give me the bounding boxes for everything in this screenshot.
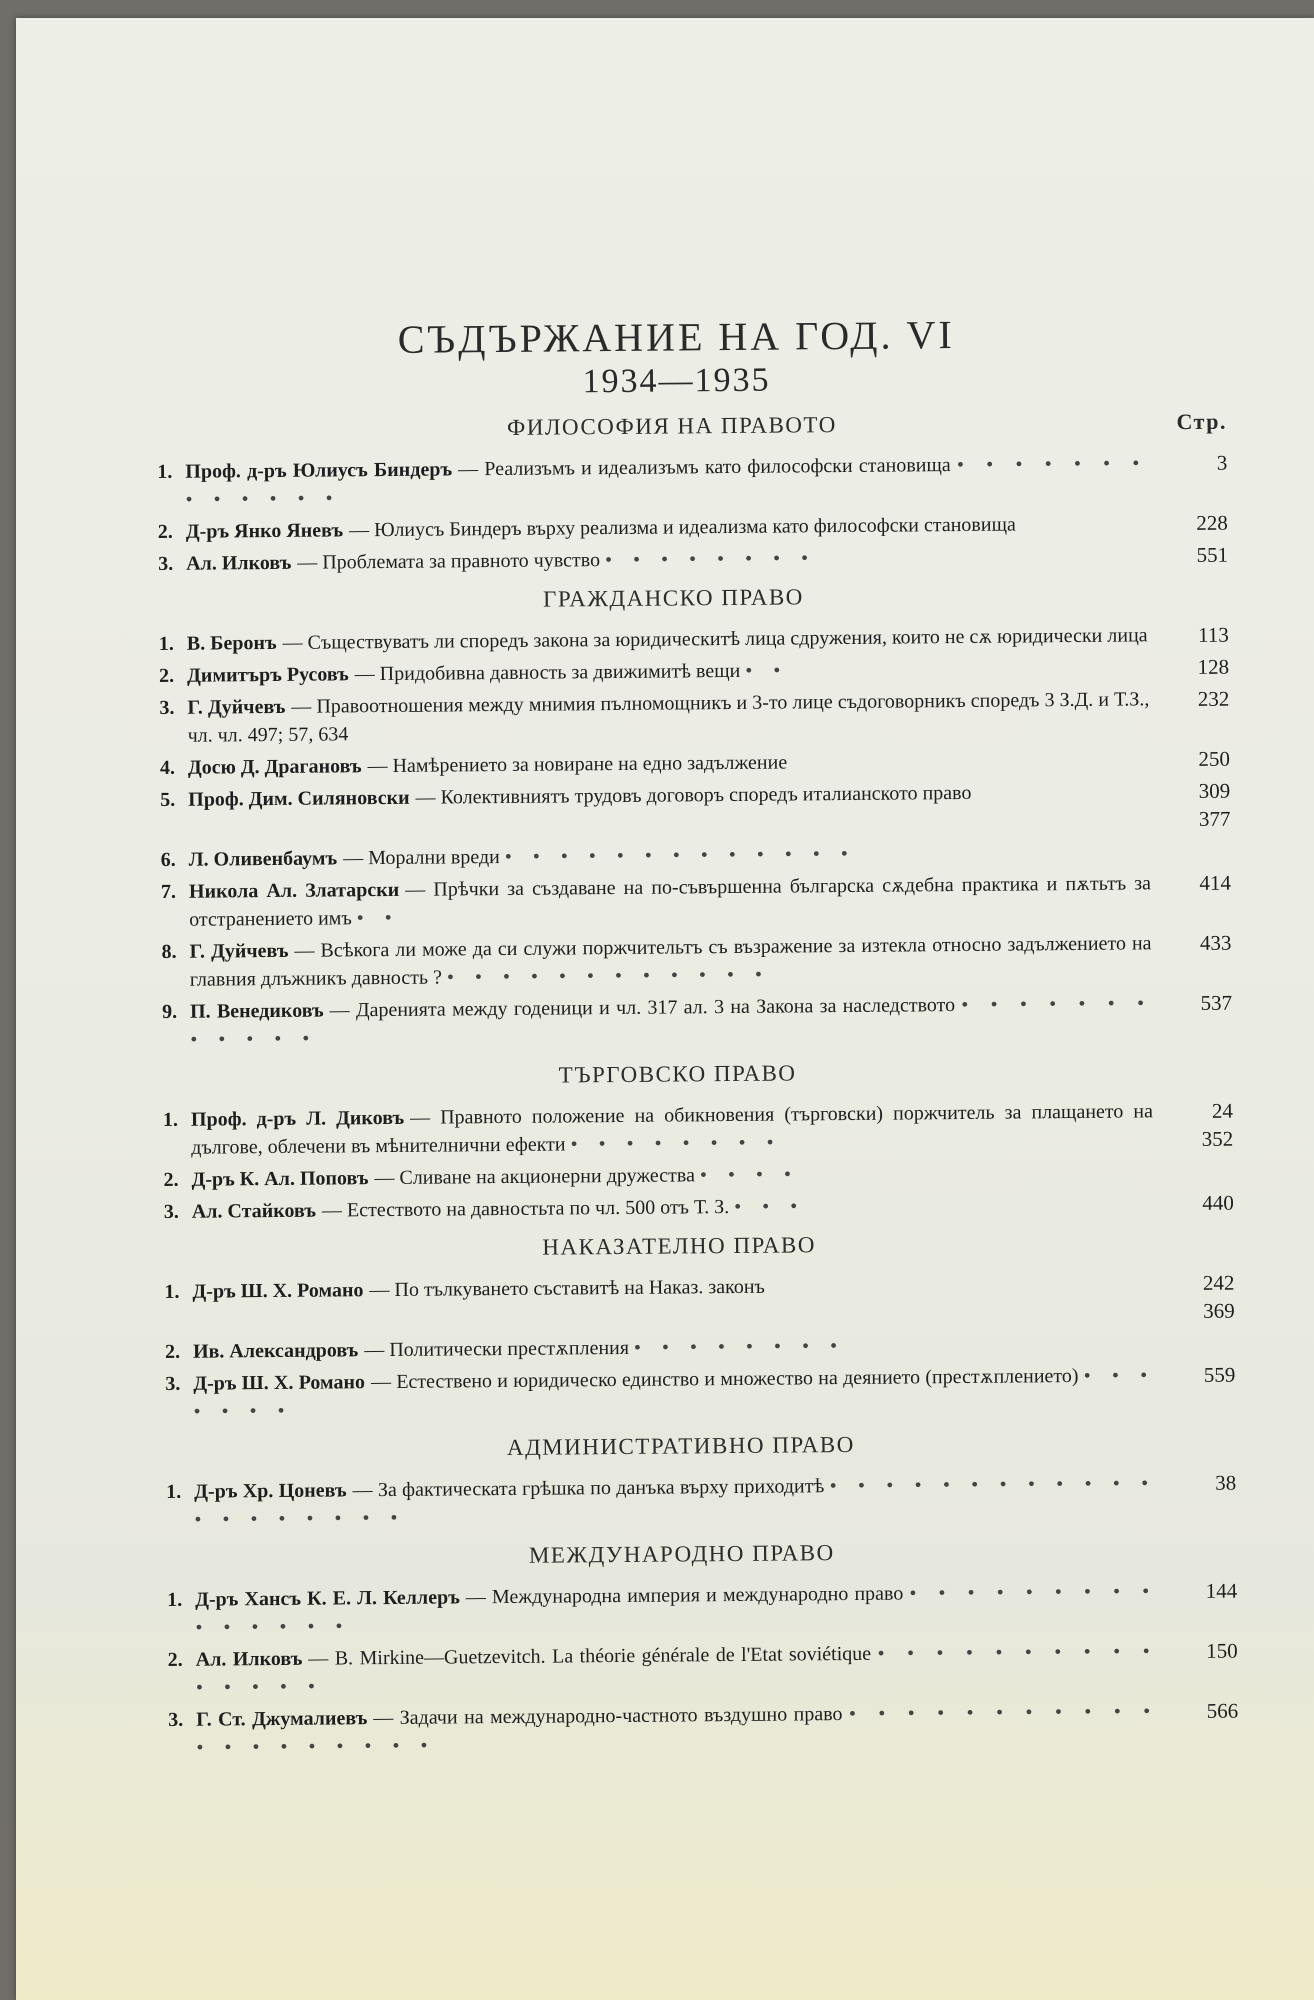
entry-author: В. Беронъ bbox=[186, 631, 277, 655]
entry-pages bbox=[1169, 621, 1229, 650]
entry-number: 2. bbox=[157, 520, 173, 543]
toc-section bbox=[163, 1055, 1234, 1226]
entry-pages bbox=[1177, 1577, 1237, 1606]
entry-author: Ив. Александровъ bbox=[192, 1339, 359, 1363]
entry-number: 6. bbox=[160, 848, 176, 871]
entry-body bbox=[191, 1157, 1173, 1194]
page-number: 250 bbox=[1198, 746, 1230, 771]
entry-body bbox=[189, 837, 1171, 874]
leader-dots: • • bbox=[745, 659, 789, 682]
page-number: 113 bbox=[1197, 622, 1229, 647]
entry-body bbox=[196, 1697, 1178, 1762]
entry-author: Никола Ал. Златарски bbox=[188, 878, 400, 903]
entry-pages bbox=[1175, 1361, 1235, 1390]
entry-number: 2. bbox=[163, 1168, 179, 1191]
entry-title: — Всѣкога ли може да си служи поржчительтъ съ възражение за изтекла относно задължението на главния длъжникъ давность ? bbox=[189, 932, 1152, 991]
entry-title: — Проблемата за правното чувство bbox=[297, 549, 601, 574]
entry-title: — Колективниятъ трудовъ договоръ споредъ италианското право bbox=[415, 781, 972, 809]
leader-dots: • • • • • • • • bbox=[633, 1335, 846, 1359]
toc-entry bbox=[168, 1637, 1238, 1702]
page-number: 242 bbox=[1202, 1270, 1235, 1295]
entry-number: 2. bbox=[159, 664, 175, 687]
entry-pages bbox=[1174, 1189, 1234, 1218]
page-number: 232 bbox=[1197, 686, 1230, 711]
entry-pages bbox=[1172, 989, 1232, 1018]
entry-body bbox=[189, 929, 1171, 994]
page-number: 414 bbox=[1199, 870, 1232, 895]
leader-dots: • • • • bbox=[699, 1163, 800, 1187]
entry-author: Д-ръ Хансъ К. Е. Л. Келлеръ bbox=[195, 1586, 460, 1611]
toc-entry bbox=[159, 685, 1229, 750]
entry-author: Г. Дуйчевъ bbox=[187, 695, 286, 719]
leader-dots: • • • • • • • • • • • • • • • • • • • • bbox=[196, 1700, 1159, 1759]
book-page bbox=[16, 18, 1314, 2000]
entry-title: — Прѣчки за създаване на по-съвършенна българска сѫдебна практика и пѫтьтъ за отстранението имъ bbox=[189, 872, 1152, 931]
page-number: 352 bbox=[1201, 1126, 1234, 1151]
leader-dots: • • • • • • • • • • • • bbox=[190, 992, 1153, 1051]
entry-number: 1. bbox=[158, 632, 174, 655]
leader-dots: • • • • • • • • • • • • • • • bbox=[195, 1580, 1158, 1639]
entry-author: Досю Д. Драгановъ bbox=[187, 755, 362, 779]
toc-entry bbox=[158, 541, 1228, 578]
entry-number: 3. bbox=[158, 552, 174, 575]
entry-author: Д-ръ Янко Яневъ bbox=[185, 519, 344, 543]
entry-title: — Даренията между годеници и чл. 317 ал. 3 на Закона за наследството bbox=[329, 994, 956, 1022]
entry-number: 3. bbox=[159, 696, 175, 719]
entry-author: Л. Оливенбаумъ bbox=[188, 847, 338, 871]
page-number: 38 bbox=[1215, 1470, 1237, 1495]
entry-body bbox=[190, 989, 1172, 1054]
entry-body bbox=[194, 1469, 1176, 1534]
entry-author: Д-ръ К. Ал. Поповъ bbox=[191, 1167, 369, 1191]
entry-author: Д-ръ Ш. Х. Романо bbox=[193, 1371, 366, 1395]
toc-entry bbox=[160, 745, 1230, 782]
entry-author: Г. Дуйчевъ bbox=[189, 939, 289, 963]
sections-container bbox=[157, 407, 1239, 1762]
entry-number: 3. bbox=[168, 1708, 184, 1731]
entry-body bbox=[189, 869, 1171, 934]
toc-entry bbox=[164, 1269, 1234, 1334]
section-heading: МЕЖДУНАРОДНО ПРАВО bbox=[528, 1540, 835, 1568]
toc-entry bbox=[157, 449, 1227, 514]
entry-author: Д-ръ Хр. Цоневъ bbox=[194, 1479, 347, 1503]
section-heading: ФИЛОСОФИЯ НА ПРАВОТО Стр. bbox=[506, 408, 1228, 440]
leader-dots: • • • • • • • • bbox=[604, 547, 817, 572]
entry-number: 3. bbox=[163, 1200, 179, 1223]
entry-number: 3. bbox=[165, 1372, 181, 1395]
entry-title: — Политически престѫпления bbox=[364, 1336, 630, 1362]
entry-title: — B. Mirkine—Guetzevitch. La théorie générale de l'Etat soviétique bbox=[308, 1642, 872, 1670]
leader-dots: • • • • • • • • • • • • • • • bbox=[195, 1640, 1158, 1699]
entry-body bbox=[196, 1637, 1178, 1702]
entry-pages bbox=[1168, 541, 1228, 570]
toc-entry bbox=[160, 777, 1230, 842]
entry-author: Проф. д-ръ Л. Диковъ bbox=[190, 1106, 405, 1131]
entry-number: 4. bbox=[159, 756, 176, 779]
entry-pages bbox=[1171, 929, 1231, 958]
leader-dots: • • • • • • • • • • • • • bbox=[185, 452, 1148, 511]
leader-dots: • • • • • • • • • • • • bbox=[446, 963, 771, 989]
entry-number: 7. bbox=[160, 880, 177, 903]
entry-body bbox=[192, 1189, 1174, 1226]
page-number: 369 bbox=[1203, 1298, 1235, 1323]
page-number: 309 bbox=[1198, 778, 1231, 803]
entry-body bbox=[187, 621, 1169, 658]
toc-entry bbox=[161, 929, 1231, 994]
entry-body bbox=[187, 685, 1169, 750]
entry-title: — Придобивна давность за движимитѣ вещи bbox=[354, 659, 741, 686]
entry-author: Ал. Стайковъ bbox=[191, 1199, 317, 1223]
entry-number: 2. bbox=[167, 1648, 183, 1671]
entry-pages bbox=[1178, 1697, 1238, 1726]
entry-author: П. Венедиковъ bbox=[189, 999, 324, 1023]
entry-title: — Международна империя и международно право bbox=[465, 1582, 904, 1609]
toc-section bbox=[158, 579, 1232, 1054]
entry-body bbox=[188, 745, 1170, 782]
page-number: 24 bbox=[1211, 1098, 1234, 1123]
page-number: 377 bbox=[1198, 806, 1231, 831]
entry-number: 1. bbox=[167, 1588, 183, 1611]
entry-author: Г. Ст. Джумалиевъ bbox=[196, 1707, 368, 1731]
entry-title: — Морални вреди bbox=[343, 846, 500, 870]
entry-body bbox=[193, 1329, 1175, 1366]
entry-title: — Естеството на давностьта по чл. 500 отъ Т. З. bbox=[321, 1196, 730, 1222]
entry-number: 2. bbox=[164, 1340, 181, 1363]
page-number: 128 bbox=[1197, 654, 1230, 679]
entry-number: 1. bbox=[162, 1108, 179, 1131]
page-number: 433 bbox=[1199, 930, 1232, 955]
table-of-contents bbox=[156, 309, 1239, 1766]
page-number: 537 bbox=[1200, 990, 1233, 1015]
entry-pages bbox=[1176, 1469, 1236, 1498]
toc-section bbox=[167, 1535, 1239, 1762]
leader-dots: • • • bbox=[734, 1195, 806, 1218]
entry-pages bbox=[1170, 777, 1230, 834]
entry-author: Д-ръ Ш. Х. Романо bbox=[192, 1279, 364, 1303]
entry-number: 1. bbox=[157, 460, 173, 483]
entry-pages bbox=[1170, 745, 1230, 774]
toc-entry bbox=[159, 653, 1229, 690]
toc-entry bbox=[164, 1189, 1234, 1226]
entry-author: Димитъръ Русовъ bbox=[187, 663, 349, 687]
section-heading: АДМИНИСТРАТИВНО ПРАВО bbox=[506, 1431, 855, 1460]
entry-pages bbox=[1168, 509, 1228, 538]
toc-entry bbox=[165, 1361, 1235, 1426]
page-number: 440 bbox=[1202, 1190, 1234, 1215]
entry-pages bbox=[1171, 837, 1231, 838]
toc-entry bbox=[158, 509, 1228, 546]
entry-title: — Съществуватъ ли споредъ закона за юридическитѣ лица сдружения, които не сѫ юридически лица bbox=[282, 624, 1148, 654]
entry-title: — Юлиусъ Биндеръ върху реализма и идеализма като философски становища bbox=[349, 513, 1016, 542]
entry-title: — За фактическата грѣшка по данъка върху приходитѣ bbox=[352, 1475, 825, 1502]
toc-entry bbox=[163, 1157, 1233, 1194]
entry-pages bbox=[1169, 653, 1229, 682]
entry-pages bbox=[1171, 869, 1231, 898]
entry-author: Ал. Илковъ bbox=[186, 551, 292, 575]
entry-title: — Намѣрението за новиране на едно задължение bbox=[367, 751, 788, 778]
leader-dots: • • • • • • • • bbox=[570, 1131, 782, 1156]
leader-dots: • • bbox=[356, 906, 400, 930]
entry-pages bbox=[1169, 685, 1229, 714]
toc-section bbox=[166, 1427, 1237, 1534]
toc-entry bbox=[162, 989, 1232, 1054]
toc-section bbox=[157, 407, 1228, 578]
page-number: 559 bbox=[1203, 1362, 1236, 1387]
entry-pages bbox=[1175, 1329, 1235, 1330]
page-number: 566 bbox=[1206, 1698, 1239, 1723]
volume-years: 1934—1935 bbox=[582, 361, 771, 401]
section-heading: ГРАЖДАНСКО ПРАВО bbox=[542, 584, 804, 612]
toc-entry bbox=[165, 1329, 1235, 1366]
entry-body bbox=[188, 777, 1170, 814]
toc-entry bbox=[167, 1577, 1237, 1642]
page-number: 3 bbox=[1216, 450, 1228, 475]
entry-author: Ал. Илковъ bbox=[195, 1647, 303, 1671]
entry-body bbox=[186, 541, 1168, 578]
entry-title: — Сливане на акционерни дружества bbox=[374, 1164, 696, 1190]
page-title: СЪДЪРЖАНИЕ НА ГОД. VI bbox=[397, 312, 955, 362]
toc-entry bbox=[168, 1697, 1238, 1762]
leader-dots: • • • • • • • • • • • • • • • • • • • • bbox=[194, 1472, 1157, 1531]
entry-pages bbox=[1174, 1269, 1234, 1326]
page-number: 144 bbox=[1205, 1578, 1238, 1603]
entry-body bbox=[195, 1577, 1177, 1642]
section-heading: НАКАЗАТЕЛНО ПРАВО bbox=[542, 1232, 817, 1260]
entry-author: Проф. д-ръ Юлиусъ Биндеръ bbox=[185, 458, 453, 483]
entry-body bbox=[187, 653, 1169, 690]
page-number: 228 bbox=[1196, 510, 1228, 535]
entry-pages bbox=[1178, 1637, 1238, 1666]
entry-number: 5. bbox=[160, 788, 176, 811]
toc-entry bbox=[161, 837, 1231, 874]
leader-dots: • • • • • • • bbox=[193, 1364, 1156, 1423]
toc-section bbox=[164, 1227, 1236, 1426]
entry-number: 1. bbox=[166, 1480, 182, 1503]
section-heading: ТЪРГОВСКО ПРАВО bbox=[558, 1060, 797, 1088]
page-column-label: Стр. bbox=[1176, 408, 1228, 435]
entry-body bbox=[186, 509, 1168, 546]
entry-pages bbox=[1173, 1097, 1233, 1154]
entry-title: — Задачи на международно-частното въздушно право bbox=[373, 1703, 843, 1730]
entry-number: 1. bbox=[164, 1280, 180, 1303]
entry-title: — По тълкуването съставитѣ на Наказ. законъ bbox=[369, 1275, 765, 1302]
page-number: 150 bbox=[1206, 1638, 1238, 1663]
leader-dots: • • • • • • • • • • • • • bbox=[504, 842, 856, 868]
entry-body bbox=[185, 449, 1167, 514]
toc-entry bbox=[163, 1097, 1233, 1162]
entry-body bbox=[193, 1361, 1175, 1426]
entry-author: Проф. Дим. Силяновски bbox=[188, 786, 410, 811]
entry-body bbox=[191, 1097, 1173, 1162]
entry-title: — Реализъмъ и идеализъмъ като философски становища bbox=[457, 454, 951, 481]
page-number: 551 bbox=[1196, 542, 1229, 567]
entry-number: 8. bbox=[161, 940, 177, 963]
entry-number: 9. bbox=[161, 1000, 178, 1023]
toc-entry bbox=[159, 621, 1229, 658]
entry-title: — Правоотношения между мнимия пълномощникъ и 3-то лице съдоговорникъ споредъ 3 З.Д. и Т.З., чл. чл. 497; 57, 634 bbox=[187, 688, 1150, 747]
entry-pages bbox=[1173, 1157, 1233, 1158]
entry-body bbox=[192, 1269, 1174, 1306]
entry-title: — Естествено и юридическо единство и множество на деянието (престѫплението) bbox=[370, 1364, 1079, 1394]
entry-pages bbox=[1167, 449, 1227, 478]
entry-title: — Правното положение на обикновения (търговски) поржчитель за плащането на дългове, облечени въ мѣнителнични ефекти bbox=[191, 1100, 1154, 1159]
toc-entry bbox=[166, 1469, 1236, 1534]
toc-entry bbox=[161, 869, 1231, 934]
